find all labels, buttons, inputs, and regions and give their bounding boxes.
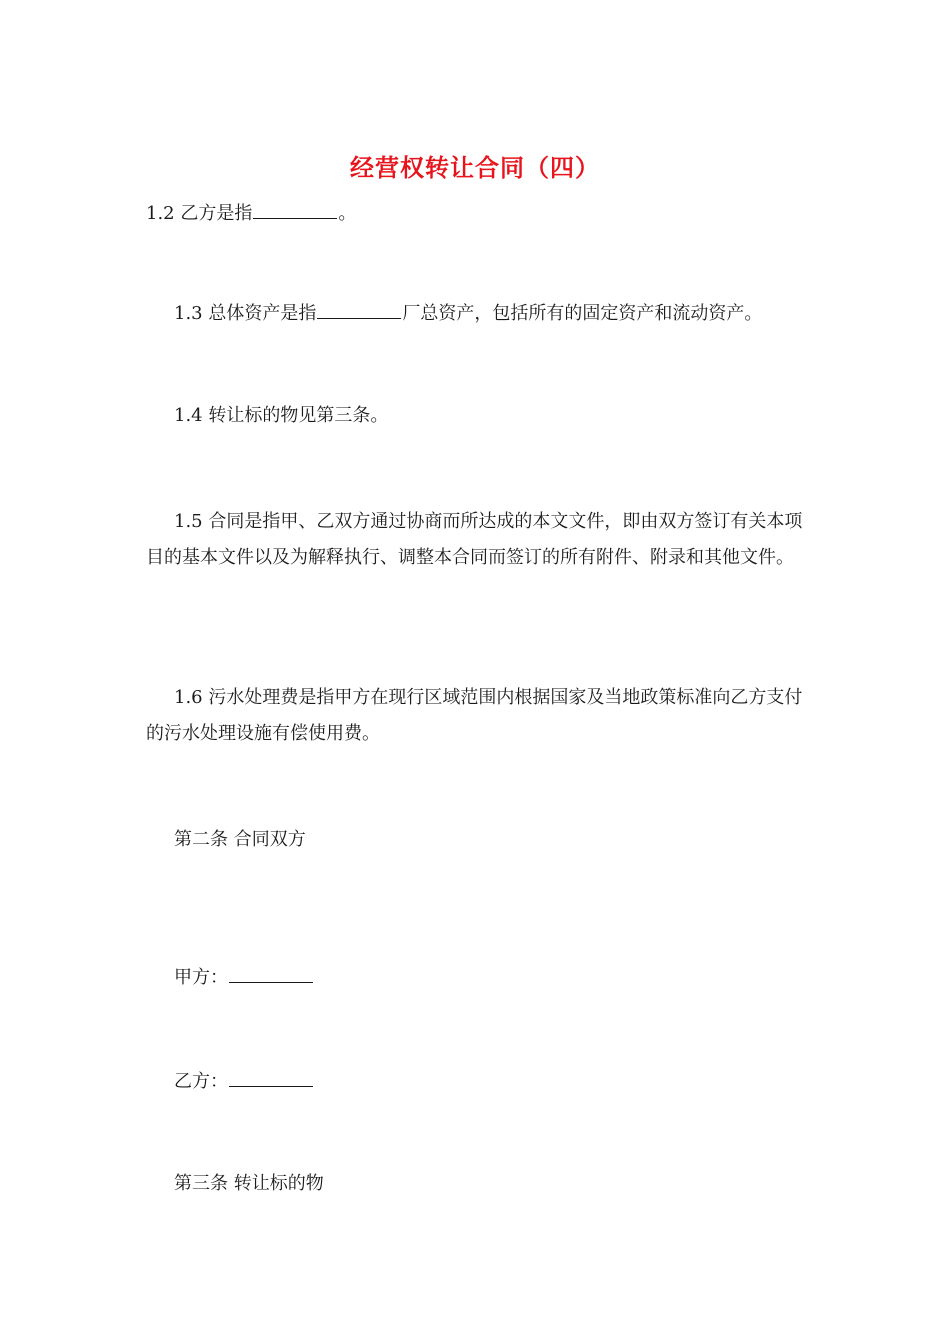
clause-1-3 [146, 296, 810, 332]
clause-1-2 [146, 196, 810, 232]
clause-1-2-end: 。 [338, 203, 357, 224]
blank-line [253, 204, 337, 219]
party-a-line [146, 960, 810, 996]
party-b-blank [229, 1072, 313, 1087]
party-a-label: 甲方： [174, 967, 228, 988]
document-title: 经营权转让合同（四） [350, 153, 600, 182]
clause-1-2-text: 1.2 乙方是指 [146, 203, 253, 224]
clause-1-6: 1.6 污水处理费是指甲方在现行区域范围内根据国家及当地政策标准向乙方支付的污水处理设施有偿使用费。 [146, 687, 803, 744]
article-2-heading: 第二条 合同双方 [174, 829, 306, 850]
clause-1-3-text: 1.3 总体资产是指 [174, 303, 317, 324]
party-a-blank [229, 968, 313, 983]
party-b-line [146, 1064, 810, 1100]
party-b-label: 乙方： [174, 1071, 228, 1092]
clause-1-5: 1.5 合同是指甲、乙双方通过协商而所达成的本文文件，即由双方签订有关本项目的基本文件以及为解释执行、调整本合同而签订的所有附件、附录和其他文件。 [146, 511, 803, 568]
clause-1-4: 1.4 转让标的物见第三条。 [174, 405, 389, 426]
article-3-heading: 第三条 转让标的物 [174, 1173, 324, 1194]
blank-line [317, 304, 401, 319]
clause-1-3-end: 厂总资产，包括所有的固定资产和流动资产。 [402, 303, 763, 324]
